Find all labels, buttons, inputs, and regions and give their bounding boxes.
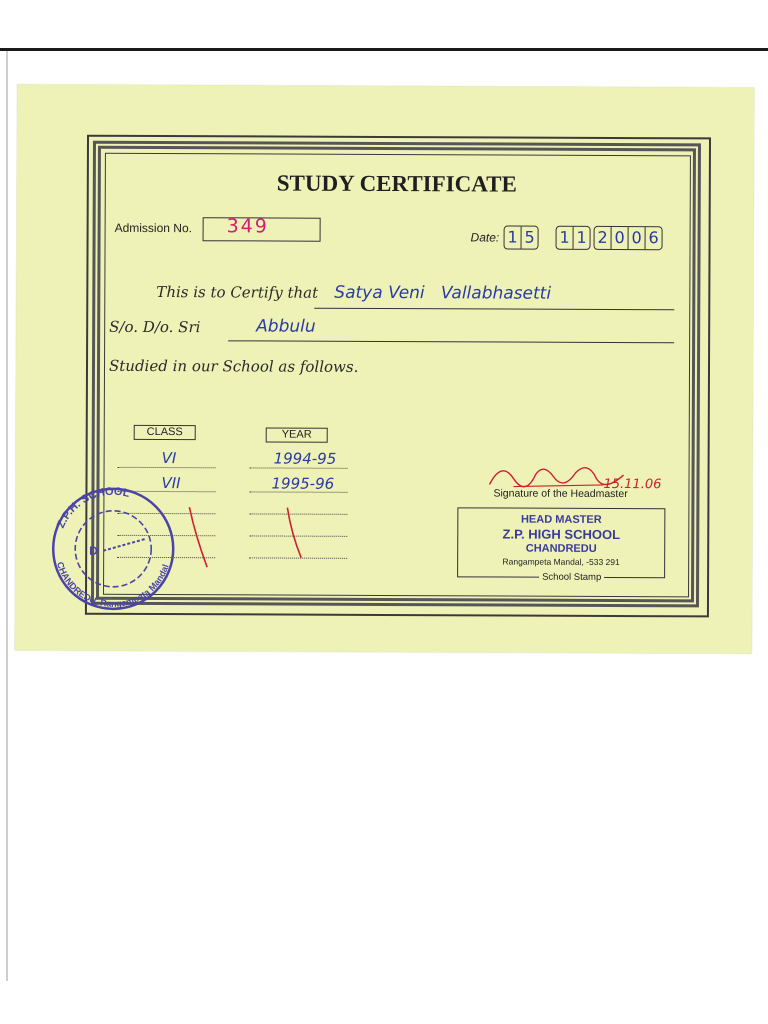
admission-value: 349 — [226, 215, 269, 238]
class-header: CLASS — [134, 425, 196, 440]
class-value: VII — [161, 474, 181, 493]
date-digit: 1 — [507, 227, 518, 247]
school-seal — [37, 482, 188, 613]
date-label: Date: — [470, 230, 500, 245]
scan-left-edge — [6, 51, 8, 981]
signature-date: 15.11.06 — [603, 476, 662, 493]
admission-label: Admission No. — [114, 220, 193, 236]
certificate-title: STUDY CERTIFICATE — [276, 170, 517, 197]
date-digit: 0 — [628, 227, 645, 249]
date-digit: 5 — [521, 227, 538, 249]
studied-text: Studied in our School as follows. — [108, 356, 359, 376]
stamp-line-address: Rangampeta Mandal, -533 291 — [502, 556, 620, 568]
parent-prefix: S/o. D/o. Sri — [109, 317, 201, 337]
date-digit: 6 — [645, 227, 662, 249]
year-value: 1995-96 — [271, 474, 335, 493]
seal-center-text: D — [89, 543, 98, 558]
scan-top-margin — [0, 0, 768, 50]
date-digit: 0 — [611, 227, 628, 249]
date-digit: 1 — [559, 227, 570, 247]
scan-top-edge — [0, 48, 768, 51]
date-digit: 2 — [597, 227, 608, 247]
stamp-line-village: CHANDREDU — [525, 542, 597, 555]
year-value: 1994-95 — [273, 449, 337, 468]
date-day-box — [504, 226, 539, 250]
year-header: YEAR — [266, 427, 328, 442]
date-month-box — [556, 226, 591, 250]
class-value: VI — [161, 449, 177, 468]
red-tick-mark — [281, 506, 311, 566]
red-tick-mark — [185, 505, 215, 575]
student-name: Satya Veni Vallabhasetti — [334, 282, 552, 304]
stamp-line-headmaster: HEAD MASTER — [520, 513, 602, 526]
stamp-line-school: Z.P. HIGH SCHOOL — [502, 526, 621, 543]
parent-name: Abbulu — [256, 316, 316, 337]
seal-top-text: Z.P.H. SCHOOL — [54, 485, 131, 530]
seal-bottom-text: CHANDREDU, Rangampeta Mandal — [54, 560, 171, 609]
certificate-paper — [15, 84, 754, 653]
signature-label: Signature of the Headmaster — [493, 487, 628, 501]
certify-text: This is to Certify that — [156, 283, 319, 302]
date-year-box — [594, 226, 663, 250]
stamp-caption: School Stamp — [539, 572, 604, 583]
date-digit: 1 — [573, 227, 590, 249]
